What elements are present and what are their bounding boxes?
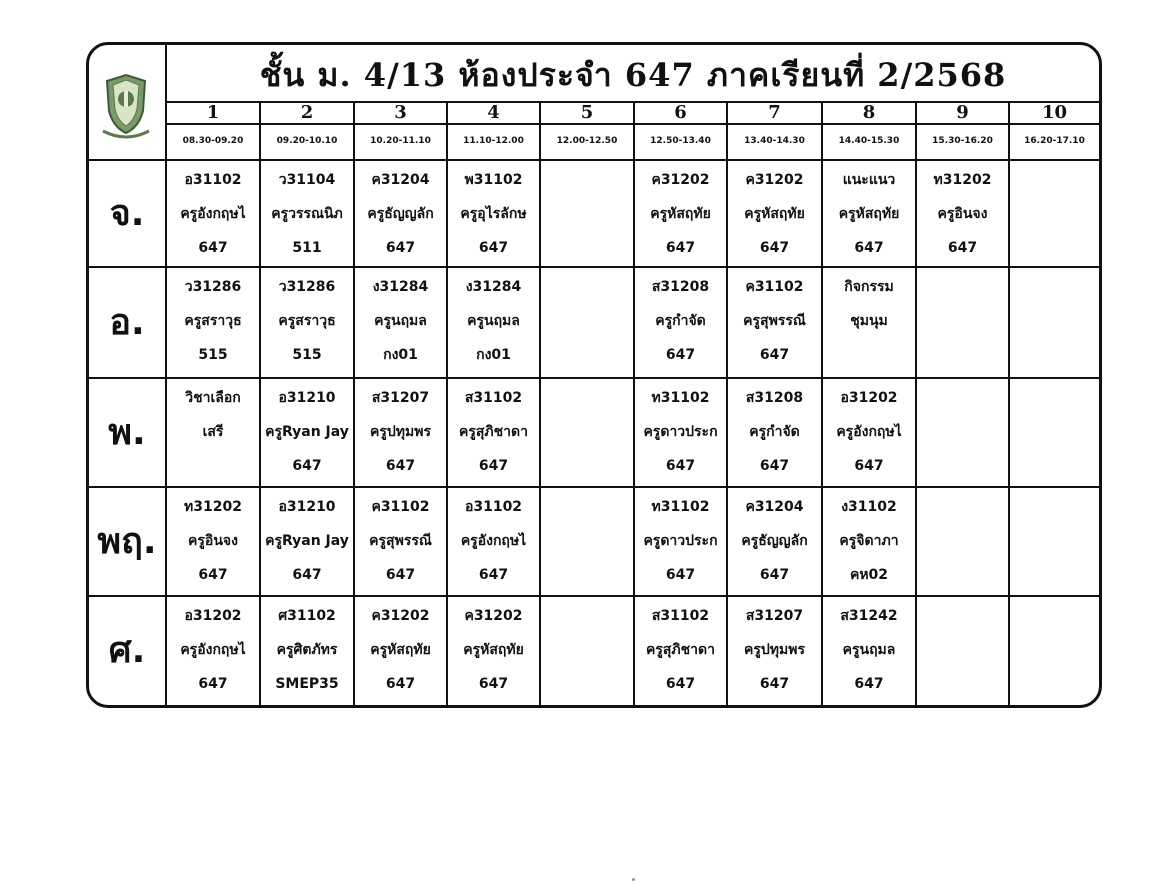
period-time: 11.10-12.00	[463, 136, 524, 146]
teacher-name: เสรี	[202, 424, 224, 440]
schedule-cell	[728, 490, 821, 595]
subject-code: ง31102	[841, 499, 897, 515]
period-number: 7	[768, 102, 781, 123]
schedule-cell	[635, 381, 726, 486]
schedule-cell	[728, 599, 821, 705]
room-number: 647	[478, 240, 509, 256]
teacher-name: ครูสราวุธ	[184, 313, 242, 329]
period-time: 08.30-09.20	[182, 136, 244, 146]
teacher-name: ครูปทุมพร	[744, 642, 805, 658]
schedule-cell	[355, 599, 446, 705]
room-number	[541, 667, 633, 701]
teacher-name	[917, 633, 1008, 667]
room-number: 647	[854, 676, 884, 692]
subject-code: ท31202	[184, 499, 242, 515]
room-number: 647	[385, 676, 416, 692]
subject-code: ค31202	[651, 172, 710, 188]
teacher-name: ครูนฤมล	[374, 313, 427, 329]
teacher-name	[917, 304, 1008, 338]
period-time: 12.00-12.50	[556, 136, 618, 146]
subject-code: อ31202	[184, 608, 242, 624]
schedule-cell	[823, 490, 915, 595]
room-number: 647	[292, 567, 322, 583]
room-number: 647	[947, 240, 978, 256]
schedule-cell	[261, 599, 353, 705]
schedule-cell	[541, 599, 633, 705]
schedule-cell	[261, 163, 353, 266]
subject-code	[541, 490, 633, 524]
room-number: 647	[854, 240, 884, 256]
schedule-cell	[448, 490, 539, 595]
room-number	[1010, 667, 1099, 701]
subject-code: พ31102	[464, 172, 523, 188]
room-number: 647	[385, 458, 416, 474]
schedule-cell	[355, 163, 446, 266]
schedule-cell	[261, 490, 353, 595]
subject-code: ส31208	[651, 279, 710, 295]
room-number: 647	[292, 458, 322, 474]
teacher-name: ครูอังกฤษไ	[180, 642, 246, 658]
timetable-sheet	[86, 42, 1102, 708]
teacher-name: ครูสุพรรณี	[369, 533, 432, 549]
room-number: 511	[292, 240, 322, 256]
subject-code	[1010, 490, 1099, 524]
teacher-name: ครูสราวุธ	[278, 313, 336, 329]
room-number	[541, 338, 633, 372]
room-number: 647	[665, 347, 696, 363]
room-number: SMEP35	[275, 676, 339, 692]
teacher-name: ครูสุภิชาดา	[459, 424, 528, 440]
schedule-cell	[541, 163, 633, 266]
subject-code: ง31284	[465, 279, 522, 295]
schedule-cell	[823, 163, 915, 266]
room-number: 647	[198, 676, 228, 692]
period-number: 6	[674, 102, 687, 123]
schedule-cell	[635, 599, 726, 705]
room-number	[1010, 558, 1099, 592]
subject-code	[1010, 381, 1099, 415]
room-number: 647	[478, 458, 509, 474]
schedule-cell	[1010, 270, 1099, 377]
subject-code: ส31242	[840, 608, 898, 624]
teacher-name	[1010, 524, 1099, 558]
room-number: 647	[478, 676, 509, 692]
subject-code: ส31207	[745, 608, 804, 624]
subject-code: ท31102	[651, 499, 710, 515]
schedule-cell	[167, 490, 259, 595]
room-number	[917, 338, 1008, 372]
subject-code: วิชาเลือก	[185, 390, 241, 406]
room-number: คห02	[849, 567, 889, 583]
subject-code: ส31208	[745, 390, 804, 406]
schedule-cell	[167, 599, 259, 705]
subject-code: ค31202	[745, 172, 804, 188]
teacher-name	[1010, 415, 1099, 449]
schedule-cell	[448, 270, 539, 377]
period-time: 14.40-15.30	[838, 136, 900, 146]
schedule-cell	[635, 270, 726, 377]
teacher-name: ครูศิตภัทร	[276, 642, 338, 658]
teacher-name: ครูหัสฤทัย	[838, 206, 900, 222]
teacher-name: ครูอินจง	[937, 206, 988, 222]
room-number: กง01	[476, 347, 511, 363]
subject-code	[541, 599, 633, 633]
schedule-cell	[728, 163, 821, 266]
schedule-cell	[1010, 163, 1099, 266]
schedule-cell	[167, 270, 259, 377]
schedule-cell	[448, 163, 539, 266]
room-number: 647	[665, 676, 696, 692]
teacher-name	[541, 633, 633, 667]
room-number	[823, 338, 915, 372]
schedule-cell	[1010, 599, 1099, 705]
teacher-name: ครูหัสฤทัย	[744, 206, 805, 222]
schedule-cell	[167, 163, 259, 266]
schedule-cell	[1010, 381, 1099, 486]
room-number	[917, 449, 1008, 483]
teacher-name: ครูกำจัด	[749, 424, 800, 440]
timetable-title: ชั้น ม. 4/13 ห้องประจำ 647 ภาคเรียนที่ 2/2568	[259, 56, 1007, 94]
subject-code: ว31286	[184, 279, 242, 295]
subject-code	[541, 163, 633, 197]
schedule-cell	[823, 381, 915, 486]
period-time: 15.30-16.20	[932, 136, 993, 146]
teacher-name: ครูจิดาภา	[839, 533, 899, 549]
room-number: 647	[665, 458, 696, 474]
teacher-name: ครูอุไรลักษ	[460, 206, 527, 222]
period-number: 10	[1041, 102, 1068, 123]
schedule-cell	[541, 270, 633, 377]
teacher-name: ครูดาวประก	[643, 424, 718, 440]
teacher-name	[541, 524, 633, 558]
room-number: 647	[478, 567, 509, 583]
subject-code: ศ31102	[278, 608, 336, 624]
teacher-name: ครูหัสฤทัย	[463, 642, 524, 658]
teacher-name	[917, 415, 1008, 449]
grid-row-divider	[89, 159, 1099, 161]
period-number: 8	[862, 102, 876, 123]
day-label: จ.	[109, 193, 145, 234]
period-time: 16.20-17.10	[1024, 136, 1085, 146]
grid-row-divider	[89, 377, 1099, 379]
period-number: 4	[487, 102, 500, 123]
period-number: 1	[206, 102, 220, 123]
schedule-cell	[355, 490, 446, 595]
schedule-cell	[1010, 490, 1099, 595]
subject-code	[541, 270, 633, 304]
period-time: 10.20-11.10	[370, 136, 431, 146]
room-number	[1010, 449, 1099, 483]
subject-code: ค31102	[745, 279, 804, 295]
teacher-name	[541, 415, 633, 449]
day-label: พ.	[108, 412, 146, 453]
period-number: 5	[580, 102, 594, 123]
subject-code: ค31102	[371, 499, 430, 515]
room-number: 515	[292, 347, 322, 363]
schedule-cell	[823, 599, 915, 705]
subject-code: ค31202	[464, 608, 523, 624]
teacher-name	[1010, 304, 1099, 338]
schedule-cell	[541, 490, 633, 595]
period-number: 3	[394, 102, 407, 123]
room-number	[1010, 231, 1099, 265]
teacher-name: ครูRyan Jay	[265, 533, 349, 549]
scan-speck	[632, 878, 635, 881]
teacher-name: ครูอังกฤษไ	[836, 424, 902, 440]
period-time: 09.20-10.10	[276, 136, 338, 146]
teacher-name: ครูกำจัด	[655, 313, 706, 329]
teacher-name: ครูดาวประก	[643, 533, 718, 549]
subject-code: กิจกรรม	[844, 279, 894, 295]
teacher-name: ครูนฤมล	[467, 313, 520, 329]
teacher-name: ครูธัญญลัก	[367, 206, 434, 222]
subject-code: ค31204	[371, 172, 430, 188]
school-crest-icon	[99, 71, 153, 143]
schedule-cell	[355, 381, 446, 486]
teacher-name	[541, 197, 633, 231]
subject-code	[1010, 270, 1099, 304]
teacher-name	[917, 524, 1008, 558]
teacher-name: ครูธัญญลัก	[741, 533, 808, 549]
subject-code: ค31202	[371, 608, 430, 624]
teacher-name: ครูวรรณนิภ	[271, 206, 343, 222]
subject-code: ว31104	[278, 172, 336, 188]
room-number: 647	[759, 458, 790, 474]
room-number: 515	[198, 347, 228, 363]
grid-row-divider	[89, 486, 1099, 488]
grid-row-divider	[89, 595, 1099, 597]
subject-code	[1010, 163, 1099, 197]
day-label: ศ.	[108, 630, 146, 671]
subject-code: อ31202	[840, 390, 898, 406]
teacher-name: ชุมนุม	[850, 313, 888, 329]
day-label: อ.	[109, 302, 145, 343]
subject-code: แนะแนว	[842, 172, 896, 188]
subject-code: ส31102	[651, 608, 710, 624]
schedule-cell	[635, 490, 726, 595]
subject-code: ว31286	[278, 279, 336, 295]
schedule-cell	[823, 270, 915, 377]
subject-code: ท31102	[651, 390, 710, 406]
schedule-cell	[728, 381, 821, 486]
room-number	[541, 449, 633, 483]
subject-code	[917, 381, 1008, 415]
teacher-name: ครูRyan Jay	[265, 424, 349, 440]
room-number: 647	[198, 567, 228, 583]
period-time: 13.40-14.30	[744, 136, 805, 146]
schedule-cell	[917, 163, 1008, 266]
subject-code: ง31284	[372, 279, 429, 295]
room-number: 647	[759, 676, 790, 692]
room-number	[917, 558, 1008, 592]
subject-code	[917, 490, 1008, 524]
room-number: 647	[385, 567, 416, 583]
subject-code: อ31210	[278, 499, 336, 515]
room-number	[167, 449, 259, 483]
grid-row-divider	[89, 266, 1099, 268]
subject-code	[917, 599, 1008, 633]
room-number	[1010, 338, 1099, 372]
subject-code: ส31102	[464, 390, 523, 406]
room-number	[917, 667, 1008, 701]
schedule-cell	[635, 163, 726, 266]
schedule-cell	[167, 381, 259, 486]
subject-code: ท31202	[933, 172, 992, 188]
teacher-name: ครูปทุมพร	[370, 424, 431, 440]
room-number: 647	[759, 347, 790, 363]
teacher-name: ครูนฤมล	[842, 642, 896, 658]
schedule-cell	[541, 381, 633, 486]
room-number	[541, 558, 633, 592]
room-number: 647	[665, 567, 696, 583]
room-number: 647	[759, 567, 790, 583]
teacher-name: ครูอังกฤษไ	[460, 533, 527, 549]
teacher-name: ครูหัสฤทัย	[370, 642, 431, 658]
schedule-cell	[355, 270, 446, 377]
teacher-name: ครูอินจง	[188, 533, 238, 549]
teacher-name: ครูหัสฤทัย	[650, 206, 711, 222]
period-time: 12.50-13.40	[650, 136, 711, 146]
subject-code: ค31204	[745, 499, 804, 515]
period-number: 9	[956, 102, 969, 123]
room-number: 647	[198, 240, 228, 256]
period-number: 2	[300, 102, 314, 123]
subject-code	[1010, 599, 1099, 633]
teacher-name: ครูสุพรรณี	[743, 313, 806, 329]
subject-code: อ31102	[184, 172, 242, 188]
room-number: 647	[385, 240, 416, 256]
room-number: 647	[854, 458, 884, 474]
subject-code: อ31102	[464, 499, 523, 515]
room-number: กง01	[383, 347, 418, 363]
schedule-cell	[917, 599, 1008, 705]
schedule-cell	[917, 381, 1008, 486]
room-number: 647	[665, 240, 696, 256]
teacher-name: ครูสุภิชาดา	[646, 642, 715, 658]
teacher-name	[1010, 197, 1099, 231]
subject-code	[917, 270, 1008, 304]
teacher-name: ครูอังกฤษไ	[180, 206, 246, 222]
schedule-cell	[917, 270, 1008, 377]
subject-code: ส31207	[371, 390, 430, 406]
room-number	[541, 231, 633, 265]
teacher-name	[1010, 633, 1099, 667]
teacher-name	[541, 304, 633, 338]
schedule-cell	[448, 599, 539, 705]
schedule-cell	[261, 270, 353, 377]
schedule-cell	[448, 381, 539, 486]
schedule-cell	[917, 490, 1008, 595]
room-number: 647	[759, 240, 790, 256]
subject-code	[541, 381, 633, 415]
schedule-cell	[728, 270, 821, 377]
subject-code: อ31210	[278, 390, 336, 406]
schedule-cell	[261, 381, 353, 486]
day-label: พฤ.	[97, 521, 157, 562]
